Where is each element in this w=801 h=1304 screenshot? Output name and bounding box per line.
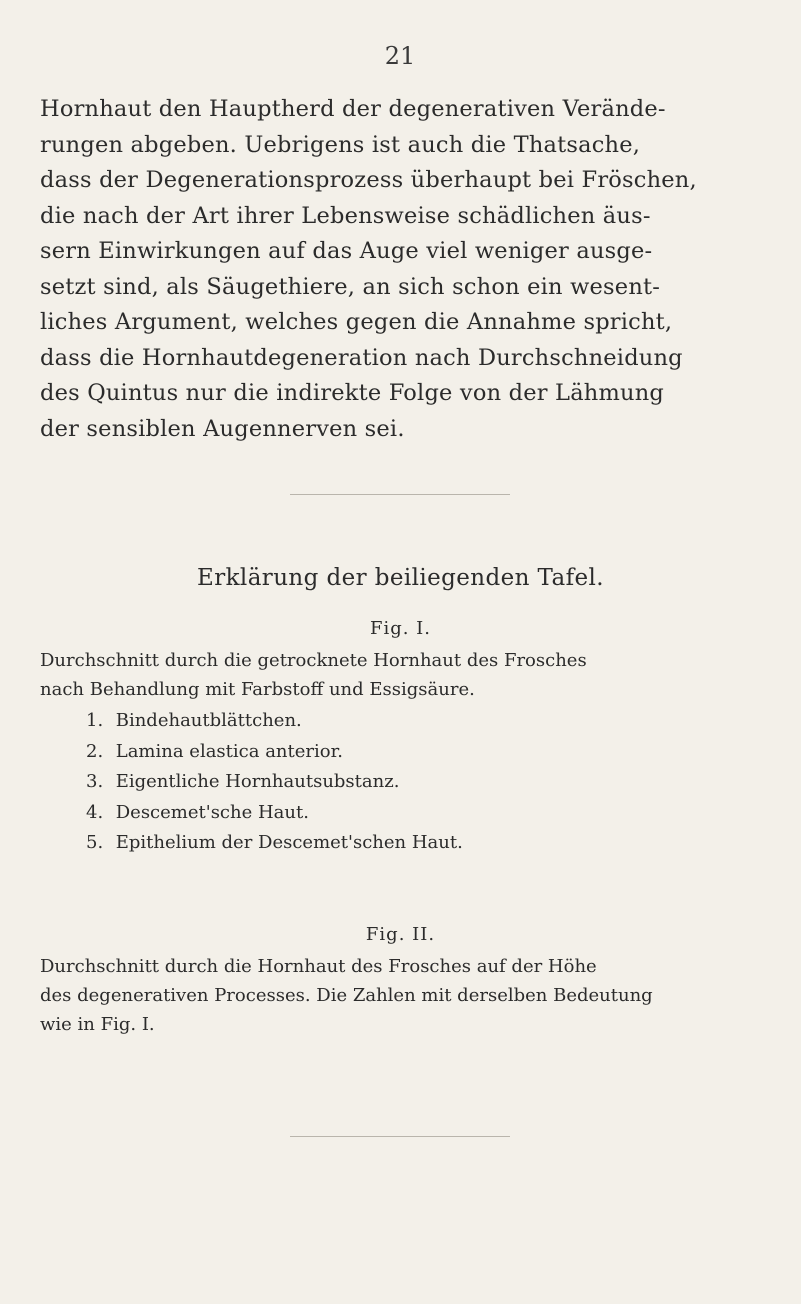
- caption-line: Durchschnitt durch die getrocknete Hornhaut des Frosches: [40, 650, 587, 671]
- legend-item: [86, 798, 463, 829]
- legend-text: Epithelium der Descemet'schen Haut.: [115, 832, 463, 853]
- body-paragraph: [40, 92, 770, 447]
- figure-1-label: Fig. I.: [369, 618, 432, 639]
- body-line: des Quintus nur die indirekte Folge von der Lähmung: [40, 380, 665, 406]
- legend-item: [86, 706, 463, 737]
- legend-number: 5.: [86, 832, 104, 853]
- legend-text: Descemet'sche Haut.: [115, 801, 309, 823]
- caption-line: des degenerativen Processes. Die Zahlen mit derselben Bedeutung: [40, 985, 653, 1006]
- end-divider: [290, 1136, 510, 1137]
- page-number: 21: [384, 42, 416, 70]
- legend-number: 1.: [86, 710, 104, 731]
- body-line: dass die Hornhautdegeneration nach Durchschneidung: [40, 344, 683, 371]
- body-line: die nach der Art ihrer Lebensweise schädlichen äus-: [40, 202, 651, 229]
- body-line: rungen abgeben. Uebrigens ist auch die Thatsache,: [40, 131, 641, 158]
- figure-1-caption: [40, 646, 770, 704]
- figure-1-legend: [86, 706, 463, 859]
- legend-item: [86, 767, 463, 798]
- legend-item: [86, 737, 463, 768]
- body-line: setzt sind, als Säugethiere, an sich schon ein wesent-: [40, 273, 661, 300]
- body-line: Hornhaut den Hauptherd der degenerativen Verände-: [40, 96, 666, 122]
- legend-item: [86, 828, 463, 859]
- legend-text: Lamina elastica anterior.: [115, 740, 343, 762]
- section-divider: [290, 494, 510, 495]
- body-line: dass der Degenerationsprozess überhaupt bei Fröschen,: [40, 167, 697, 193]
- body-line: liches Argument, welches gegen die Annahme spricht,: [40, 309, 673, 335]
- body-line: sern Einwirkungen auf das Auge viel weniger ausge-: [40, 238, 653, 264]
- caption-line: nach Behandlung mit Farbstoff und Essigsäure.: [40, 679, 475, 700]
- legend-text: Bindehautblättchen.: [115, 710, 302, 731]
- section-heading: Erklärung der beiliegenden Tafel.: [197, 565, 604, 591]
- legend-number: 3.: [86, 771, 104, 792]
- legend-text: Eigentliche Hornhautsubstanz.: [115, 771, 400, 792]
- caption-line: wie in Fig. I.: [40, 1014, 155, 1035]
- figure-2-label: Fig. II.: [365, 924, 436, 945]
- body-line: der sensiblen Augennerven sei.: [40, 415, 405, 442]
- legend-number: 4.: [86, 801, 104, 823]
- figure-2-caption: [40, 952, 770, 1039]
- legend-number: 2.: [86, 740, 104, 762]
- caption-line: Durchschnitt durch die Hornhaut des Frosches auf der Höhe: [40, 956, 597, 977]
